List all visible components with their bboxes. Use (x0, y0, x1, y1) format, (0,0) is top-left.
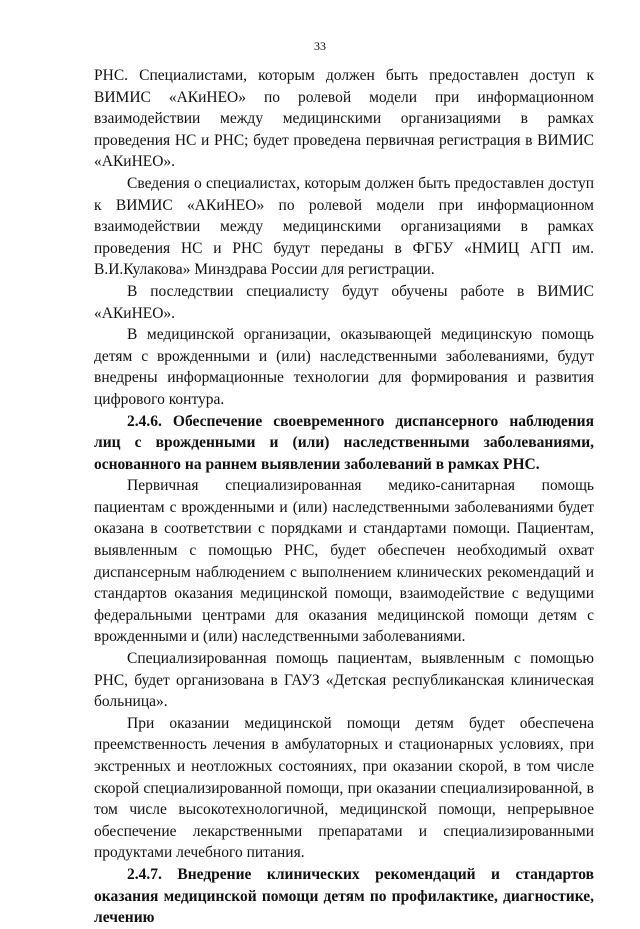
section-heading: 2.4.6. Обеспечение своевременного диспансерного наблюдения лиц с врожденными и (или) наследственными заболеваниями, основанного на раннем выявлении заболеваний в рамках РНС. (94, 412, 594, 473)
paragraph: В последствии специалисту будут обучены работе в ВИМИС «АКиНЕО». (94, 282, 594, 322)
paragraph: Сведения о специалистах, которым должен быть предоставлен доступ к ВИМИС «АКиНЕО» по ролевой модели при информационном взаимодействии между медицинскими организациями в рамках проведения НС и РНС будут переданы в ФГБУ «НМИЦ АГП им. В.И.Кулакова» Минздрава России для регистрации. (94, 174, 594, 279)
page-number: 33 (314, 39, 326, 53)
paragraph: РНС. Специалистами, которым должен быть предоставлен доступ к ВИМИС «АКиНЕО» по ролевой модели при информационном взаимодействии между медицинскими организациями в рамках проведения НС и РНС; будет проведена первичная регистрация в ВИМИС «АКиНЕО». (94, 67, 594, 171)
paragraph: При оказании медицинской помощи детям будет обеспечена преемственность лечения в амбулаторных и стационарных условиях, при экстренных и неотложных состояниях, при оказании скорой, в том числе скорой специализированной помощи, при оказании специализированной, в том числе высокотехнологичной, медицинской помощи, непрерывное обеспечение лекарственными препаратами и специализированными продуктами лечебного питания. (94, 714, 594, 862)
paragraph: В медицинской организации, оказывающей медицинскую помощь детям с врожденными и (или) наследственными заболеваниями, будут внедрены информационные технологии для формирования и развития цифрового контура. (94, 326, 594, 408)
paragraph: Первичная специализированная медико-санитарная помощь пациентам с врожденными и (или) наследственными заболеваниями будет оказана в соответствии с порядками и стандартами помощи. Пациентам, выявленным с помощью РНС, будет обеспечен необходимый охват диспансерным наблюдением с выполнением клинических рекомендаций и стандартов оказания медицинской помощи, взаимодействие с ведущими федеральными центрами для оказания медицинской помощи детям с врожденными и (или) наследственными заболеваниями. (94, 477, 594, 646)
section-heading: 2.4.7. Внедрение клинических рекомендаций и стандартов оказания медицинской помощи детям по профилактике, диагностике, лечению (94, 865, 594, 927)
paragraph: Специализированная помощь пациентам, выявленным с помощью РНС, будет организована в ГАУЗ «Детская республиканская клиническая больница». (94, 650, 594, 711)
document-body (94, 65, 594, 929)
